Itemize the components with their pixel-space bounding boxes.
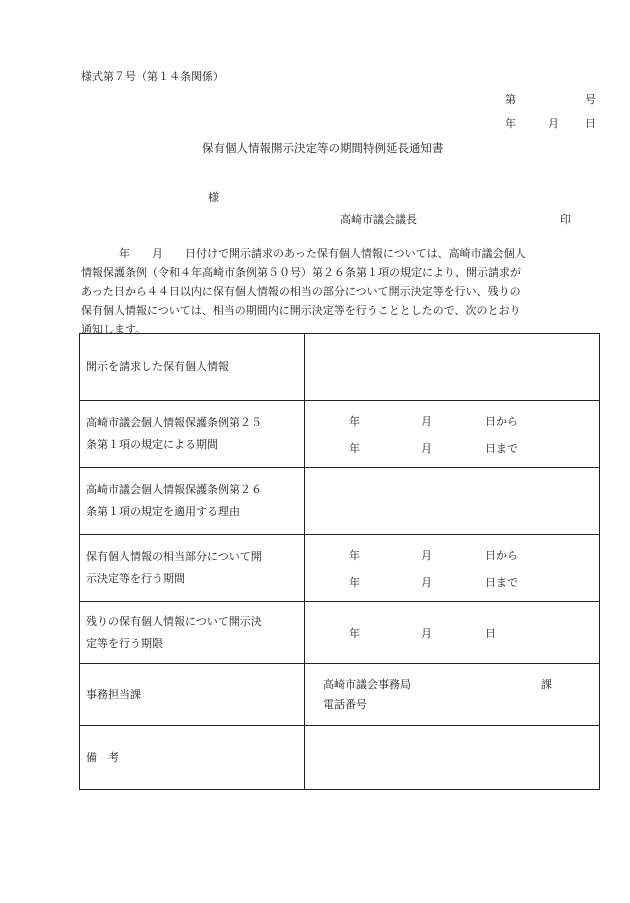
remaining-deadline-value[interactable]: 年 月 日 bbox=[305, 602, 600, 664]
form-number: 様式第７号（第１４条関係） bbox=[81, 70, 224, 83]
date-day: 日 bbox=[585, 117, 596, 130]
office-name: 高崎市議会事務局 bbox=[323, 677, 411, 691]
body-month: 月 bbox=[152, 247, 163, 260]
body-year: 年 bbox=[119, 247, 130, 260]
article26-reason-value[interactable] bbox=[305, 468, 600, 535]
date-month: 月 bbox=[548, 117, 559, 130]
department-label: 事務担当課 bbox=[80, 664, 305, 726]
body-line-3: あった日から４４日以内に保有個人情報の相当の部分について開示決定等を行い、残りの bbox=[81, 285, 521, 298]
article25-period-label: 高崎市議会個人情報保護条例第２５ 条第１項の規定による期間 bbox=[80, 401, 305, 468]
date-year: 年 bbox=[505, 117, 516, 130]
section-suffix: 課 bbox=[541, 677, 552, 691]
remarks-value[interactable] bbox=[305, 726, 600, 790]
document-title: 保有個人情報開示決定等の期間特例延長通知書 bbox=[202, 141, 444, 155]
body-line-5: 通知します。 bbox=[81, 323, 147, 336]
requested-info-label: 開示を請求した保有個人情報 bbox=[80, 334, 305, 401]
partial-disclosure-period-value[interactable]: 年 月 日から 年 月 日まで bbox=[305, 535, 600, 602]
notice-body bbox=[81, 244, 601, 339]
body-line-4: 保有個人情報については、相当の期間内に開示決定等を行うこととしたので、次のとおり bbox=[81, 304, 521, 317]
requested-info-value[interactable] bbox=[305, 334, 600, 401]
table-row bbox=[80, 401, 600, 468]
partial-disclosure-period-label: 保有個人情報の相当部分について開 示決定等を行う期間 bbox=[80, 535, 305, 602]
table-row bbox=[80, 535, 600, 602]
phone-label: 電話番号 bbox=[323, 697, 367, 711]
info-table bbox=[79, 333, 600, 790]
department-value[interactable] bbox=[305, 664, 600, 726]
document-number-suffix: 号 bbox=[585, 93, 596, 106]
addressee-honorific: 様 bbox=[208, 191, 219, 204]
table-row bbox=[80, 726, 600, 790]
document-number-prefix: 第 bbox=[505, 93, 516, 106]
table-row bbox=[80, 602, 600, 664]
sender-name: 高崎市議会議長 bbox=[340, 213, 417, 226]
body-line-1: 日付けで開示請求のあった保有個人情報については、高崎市議会個人 bbox=[185, 247, 526, 260]
table-row bbox=[80, 468, 600, 535]
remaining-deadline-label: 残りの保有個人情報について開示決 定等を行う期限 bbox=[80, 602, 305, 664]
seal-mark: 印 bbox=[560, 213, 571, 226]
article25-period-value[interactable]: 年 月 日から 年 月 日まで bbox=[305, 401, 600, 468]
body-line-2: 情報保護条例（令和４年高崎市条例第５０号）第２６条第１項の規定により、開示請求が bbox=[81, 266, 521, 279]
table-row bbox=[80, 334, 600, 401]
article26-reason-label: 高崎市議会個人情報保護条例第２６ 条第１項の規定を適用する理由 bbox=[80, 468, 305, 535]
remarks-label: 備 考 bbox=[80, 726, 305, 790]
table-row bbox=[80, 664, 600, 726]
